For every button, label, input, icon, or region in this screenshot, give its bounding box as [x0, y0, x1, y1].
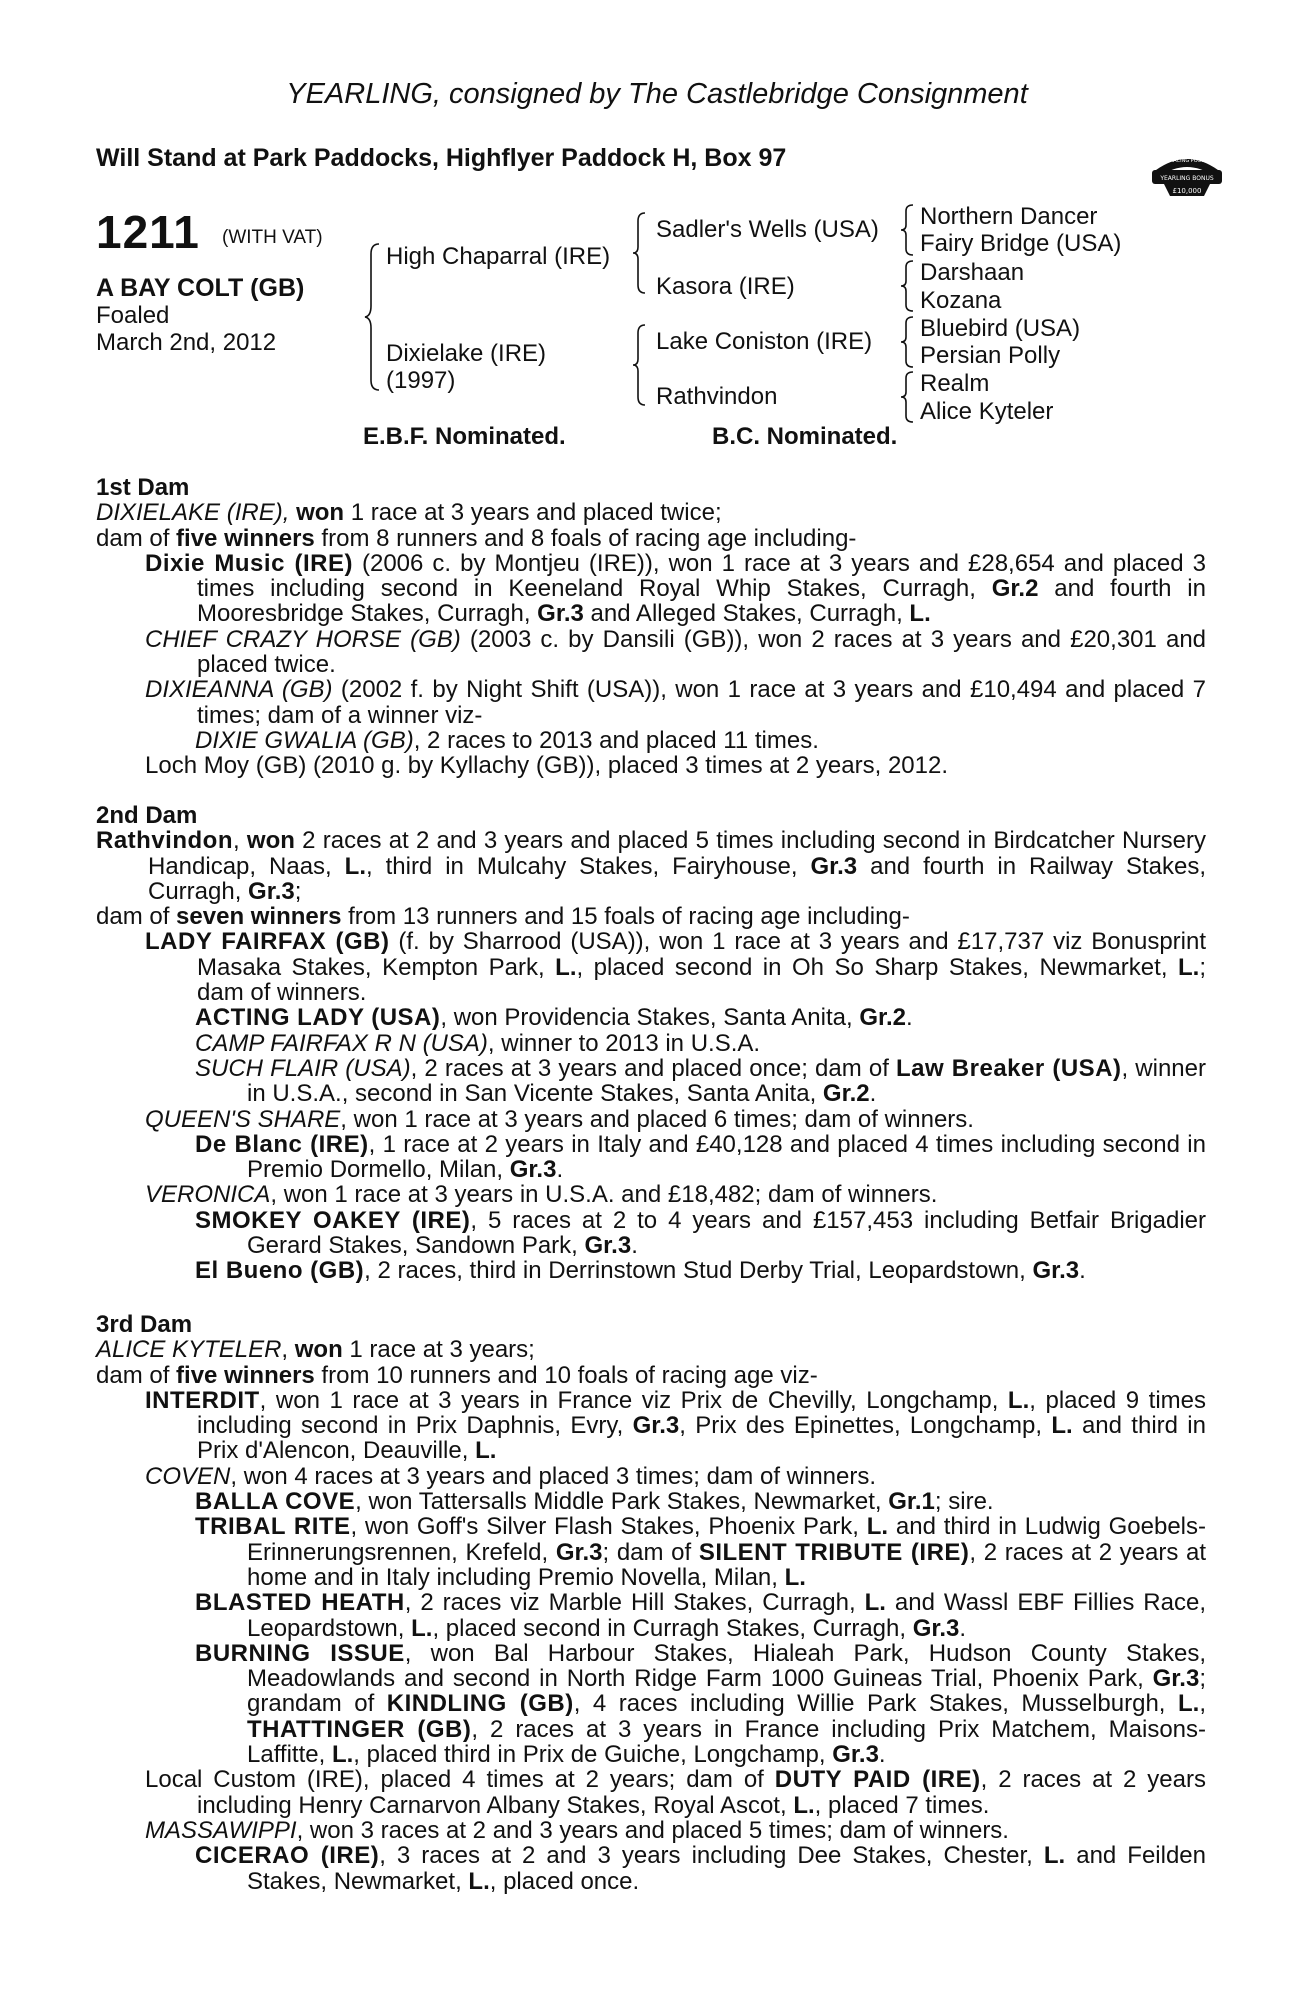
- second-dam-entry-such-flair: SUCH FLAIR (USA), 2 races at 3 years and placed once; dam of Law Breaker (USA), winner in U.S.A., second in San Vicente Stakes, Santa Anita, Gr.2.: [195, 1054, 1206, 1108]
- second-dam-section: [96, 803, 1206, 1284]
- vat-label: (WITH VAT): [222, 227, 323, 248]
- first-dam-entry-dixie-music: Dixie Music (IRE) (2006 c. by Montjeu (IRE)), won 1 race at 3 years and £28,654 and placed 3 times including second in Keeneland Royal Whip Stakes, Curragh, Gr.2 and fourth in Mooresbridge Stakes, Curragh, Gr.3 and Alleged Stakes, Curragh, L.: [145, 549, 1206, 628]
- second-dam-entry-queens-share: QUEEN'S SHARE, won 1 race at 3 years and placed 6 times; dam of winners.: [145, 1105, 974, 1133]
- badge-top-text: RACING POST: [1170, 158, 1204, 164]
- third-dam-heading: 3rd Dam: [96, 1311, 193, 1338]
- pedigree-g1: Northern Dancer: [920, 203, 1098, 230]
- third-dam-entry-tribal-rite: TRIBAL RITE, won Goff's Silver Flash Stakes, Phoenix Park, L. and third in Ludwig Goebels-Erinnerungsrennen, Krefeld, Gr.3; dam of SILENT TRIBUTE (IRE), 2 races at 2 years at home and in Italy including Premio Novella, Milan, L.: [195, 1513, 1207, 1591]
- second-dam-entry-acting-lady: ACTING LADY (USA), won Providencia Stakes, Santa Anita, Gr.2.: [195, 1004, 913, 1032]
- second-dam-entry-smokey-oakey: SMOKEY OAKEY (IRE), 5 races at 2 to 4 years and £157,453 including Betfair Brigadier Gerard Stakes, Sandown Park, Gr.3.: [195, 1206, 1207, 1260]
- first-dam-entry-dixie-gwalia: DIXIE GWALIA (GB), 2 races to 2013 and placed 11 times.: [195, 726, 819, 754]
- second-dam-entry-de-blanc: De Blanc (IRE), 1 race at 2 years in Italy and £40,128 and placed 4 times including second in Premio Dormello, Milan, Gr.3.: [195, 1130, 1206, 1184]
- pedigree-g7: Realm: [920, 370, 990, 397]
- third-dam-entry-burning-issue: BURNING ISSUE, won Bal Harbour Stakes, Hialeah Park, Hudson County Stakes, Meadowlands and second in North Ridge Farm 1000 Guineas Trial, Phoenix Park, Gr.3; grandam of KINDLING (GB), 4 races including Willie Park Stakes, Musselburgh, L., THATTINGER (GB), 2 races at 3 years in France including Prix Matchem, Maisons-Laffitte, L., placed third in Prix de Guiche, Longchamp, Gr.3.: [195, 1639, 1207, 1769]
- second-dam-heading: 2nd Dam: [96, 802, 198, 829]
- first-dam-entry-chief-crazy-horse: CHIEF CRAZY HORSE (GB) (2003 c. by Dansili (GB)), won 2 races at 3 years and £20,301 and placed twice.: [145, 625, 1207, 679]
- second-dam-entry-el-bueno: El Bueno (GB), 2 races, third in Derrinstown Stud Derby Trial, Leopardstown, Gr.3.: [195, 1257, 1086, 1285]
- stand-location: Will Stand at Park Paddocks, Highflyer Paddock H, Box 97: [96, 144, 787, 172]
- first-dam-entry-dixieanna: DIXIEANNA (GB) (2002 f. by Night Shift (USA)), won 1 race at 3 years and £10,494 and placed 7 times; dam of a winner viz-: [145, 676, 1206, 729]
- badge-mid-text: YEARLING BONUS: [1160, 175, 1214, 182]
- first-dam-summary: DIXIELAKE (IRE), won 1 race at 3 years and placed twice;: [96, 499, 722, 527]
- third-dam-section: [96, 1312, 1206, 1894]
- first-dam-produce: dam of five winners from 8 runners and 8 foals of racing age including-: [96, 524, 857, 552]
- pedigree-dam-dam: Rathvindon: [656, 383, 778, 410]
- pedigree-sire-dam: Kasora (IRE): [656, 273, 795, 300]
- pedigree-brace-dam: [632, 323, 648, 407]
- third-dam-entry-massawippi: MASSAWIPPI, won 3 races at 2 and 3 years and placed 5 times; dam of winners.: [145, 1816, 1009, 1844]
- pedigree-g6: Persian Polly: [920, 342, 1061, 369]
- second-dam-entry-veronica: VERONICA, won 1 race at 3 years in U.S.A. and £18,482; dam of winners.: [145, 1181, 938, 1209]
- pedigree-brace-g2: [900, 259, 916, 313]
- lot-number: 1211: [96, 206, 200, 258]
- pedigree-brace-g1: [900, 203, 916, 257]
- pedigree-g3: Darshaan: [920, 259, 1025, 286]
- second-dam-produce: dam of seven winners from 13 runners and 15 foals of racing age including-: [96, 903, 910, 931]
- first-dam-section: [96, 475, 1206, 779]
- second-dam-summary: Rathvindon, won 2 races at 2 and 3 years and placed 5 times including second in Birdcatcher Nursery Handicap, Naas, L., third in Mulcahy Stakes, Fairyhouse, Gr.3 and fourth in Railway Stakes, Curragh, Gr.3;: [96, 827, 1207, 905]
- pedigree-brace-g4: [900, 370, 916, 424]
- pedigree-g2: Fairy Bridge (USA): [920, 230, 1122, 257]
- foaled-date: March 2nd, 2012: [96, 329, 277, 356]
- lot-description: A BAY COLT (GB): [96, 274, 305, 302]
- first-dam-entry-loch-moy: Loch Moy (GB) (2010 g. by Kyllachy (GB)), placed 3 times at 2 years, 2012.: [145, 752, 949, 780]
- pedigree-g8: Alice Kyteler: [920, 398, 1054, 425]
- third-dam-entry-cicerao: CICERAO (IRE), 3 races at 2 and 3 years including Dee Stakes, Chester, L. and Feilden Stakes, Newmarket, L., placed once.: [195, 1842, 1206, 1895]
- third-dam-produce: dam of five winners from 10 runners and 10 foals of racing age viz-: [96, 1361, 818, 1389]
- pedigree-brace-main: [363, 242, 383, 392]
- pedigree-brace-sire: [632, 211, 648, 295]
- pedigree-dam-sire: Lake Coniston (IRE): [656, 328, 873, 355]
- pedigree-brace-g3: [900, 315, 916, 369]
- pedigree-g5: Bluebird (USA): [920, 315, 1081, 342]
- badge-amount-text: £10,000: [1172, 187, 1202, 195]
- third-dam-entry-blasted-heath: BLASTED HEATH, 2 races viz Marble Hill Stakes, Curragh, L. and Wassl EBF Fillies Race, Leopardstown, L., placed second in Curragh Stakes, Curragh, Gr.3.: [195, 1589, 1206, 1642]
- pedigree-dam-year: (1997): [386, 367, 456, 394]
- third-dam-entry-interdit: INTERDIT, won 1 race at 3 years in France viz Prix de Chevilly, Longchamp, L., placed 9 times including second in Prix Daphnis, Evry, Gr.3, Prix des Epinettes, Longchamp, L. and third in Prix d'Alencon, Deauville, L.: [145, 1386, 1206, 1465]
- third-dam-entry-balla-cove: BALLA COVE, won Tattersalls Middle Park Stakes, Newmarket, Gr.1; sire.: [195, 1488, 994, 1516]
- page-title: YEARLING, consigned by The Castlebridge Consignment: [286, 78, 1028, 110]
- pedigree-dam: Dixielake (IRE): [386, 340, 547, 367]
- yearling-bonus-badge: [1150, 148, 1224, 202]
- third-dam-summary: ALICE KYTELER, won 1 race at 3 years;: [96, 1336, 535, 1364]
- pedigree-g4: Kozana: [920, 287, 1002, 314]
- pedigree-sire-sire: Sadler's Wells (USA): [656, 216, 879, 243]
- bc-nominated: B.C. Nominated.: [712, 423, 898, 450]
- pedigree-sire: High Chaparral (IRE): [386, 243, 611, 270]
- second-dam-entry-lady-fairfax: LADY FAIRFAX (GB) (f. by Sharrood (USA)), won 1 race at 3 years and £17,737 viz Bonusprint Masaka Stakes, Kempton Park, L., placed second in Oh So Sharp Stakes, Newmarket, L.; dam of winners.: [145, 928, 1207, 1007]
- third-dam-entry-coven: COVEN, won 4 races at 3 years and placed 3 times; dam of winners.: [145, 1462, 877, 1490]
- third-dam-entry-local-custom: Local Custom (IRE), placed 4 times at 2 years; dam of DUTY PAID (IRE), 2 races at 2 years including Henry Carnarvon Albany Stakes, Royal Ascot, L., placed 7 times.: [145, 1766, 1206, 1819]
- foaled-label: Foaled: [96, 302, 170, 329]
- first-dam-heading: 1st Dam: [96, 474, 190, 501]
- second-dam-entry-camp-fairfax: CAMP FAIRFAX R N (USA), winner to 2013 in U.S.A.: [195, 1029, 761, 1057]
- ebf-nominated: E.B.F. Nominated.: [363, 423, 566, 450]
